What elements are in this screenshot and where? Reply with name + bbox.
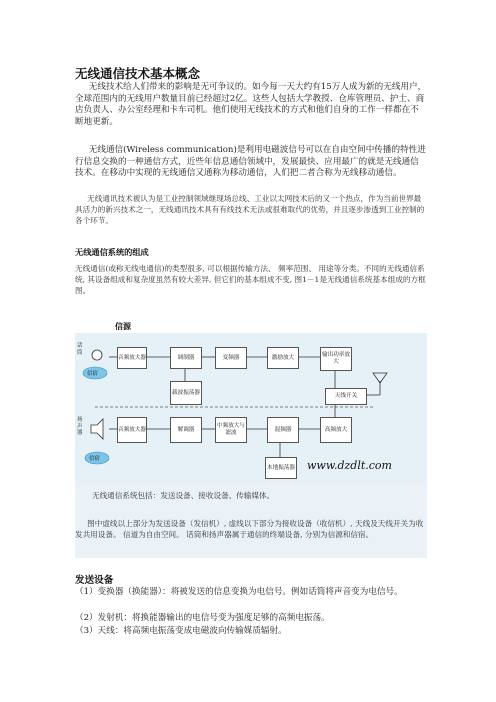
- if-amp-filter-block: 中频放大与滤波: [215, 417, 247, 443]
- tx-audio-amp-block: 音频放大器: [117, 347, 147, 369]
- driver-amp-block: 激励放大: [267, 347, 299, 369]
- intro-paragraph-3: 无线通讯技术被认为是工业控制领域继现场总线、工业以太网技术后的又一个热点，作为当前世界最具活力的新兴技术之一，无线通讯技术具有有线技术无法或很难取代的优势，并且逐步渗透到工业控制的各个环节。: [75, 194, 425, 225]
- caption-line-2: 图中虚线以上部分为发送设备（发信机）, 虚线以下部分为接收设备（收信机）, 天线及天线开关为收发共用设备。 信道为自由空间。 话筒和扬声器属于通信的终端设备, 分别为信源和信宿。: [75, 519, 424, 539]
- watermark: www.dzdlt.com: [307, 459, 392, 472]
- mixer-block: 混频器: [267, 417, 299, 443]
- intro-paragraph-1: 无线技术给人们带来的影响是无可争议的。如今每一天大约有15万人成为新的无线用户，全球范围内的无线用户数量目前已经超过2亿。这些人包括大学教授、仓库管理员、护士、商店负责人、办公室经理和卡车司机。他们使用无线技术的方式和他们自身的工作一样都在不断地更新。: [75, 82, 427, 127]
- components-paragraph: 无线通信(或称无线电通信)的类型很多, 可以根据传输方法、 频率范围、 用途等分类。不同的无线通信系统, 其设备组成和复杂度虽然有较大差异, 但它们的基本组成不变, 图1－1是无线通信系统基本组成的方框图。: [75, 264, 426, 295]
- tx-item-3: （3）天线：将高频电振荡变成电磁波向传输媒质辐射。: [75, 626, 287, 636]
- intro-paragraph-2: 无线通信(Wireless communication)是利用电磁波信号可以在自由空间中传播的特性进行信息交换的一种通信方式，近些年信息通信领域中，发展最快、应用最广的就是无线通信技术。在移动中实现的无线通信又通称为移动通信，人们把二者合称为无线移动通信。: [75, 145, 426, 179]
- sink-tag-bottom: 信宿: [89, 456, 100, 462]
- rx-audio-amp-block: 音频放大器: [117, 417, 147, 443]
- power-amp-block: 输出功率放大: [320, 347, 352, 371]
- tx-item-2: （2）发射机：将换能器输出的电信号变为强度足够的高频电振荡。: [75, 613, 330, 623]
- sink-tag-top: 信宿: [87, 371, 98, 377]
- section-heading-components: 无线通信系统的组成: [75, 247, 149, 257]
- antenna-switch-block: 天线开关: [325, 388, 367, 405]
- frequency-converter-block: 变频器: [215, 347, 247, 369]
- demodulator-block: 解调器: [170, 417, 202, 443]
- carrier-oscillator-block: 载波振荡器: [170, 381, 202, 405]
- block-diagram: [75, 322, 427, 483]
- page-title: 无线通信技术基本概念: [75, 66, 201, 81]
- caption-line-1: 无线通信系统包括：发送设备、接收设备、传输媒体。: [92, 491, 275, 500]
- rf-amp-block: 高频放大: [320, 417, 352, 443]
- speaker-label: 扬声器: [77, 417, 83, 436]
- local-oscillator-block: 本地振荡器: [265, 457, 297, 479]
- mic-label: 话筒: [77, 343, 83, 356]
- tx-item-1: （1）变换器（换能器）：将被发送的信息变换为电信号。例如话筒将声音变为电信号。: [75, 587, 403, 597]
- modulator-block: 调制器: [170, 347, 202, 369]
- section-heading-tx: 发送设备: [75, 575, 114, 586]
- source-title: 信源: [115, 322, 131, 331]
